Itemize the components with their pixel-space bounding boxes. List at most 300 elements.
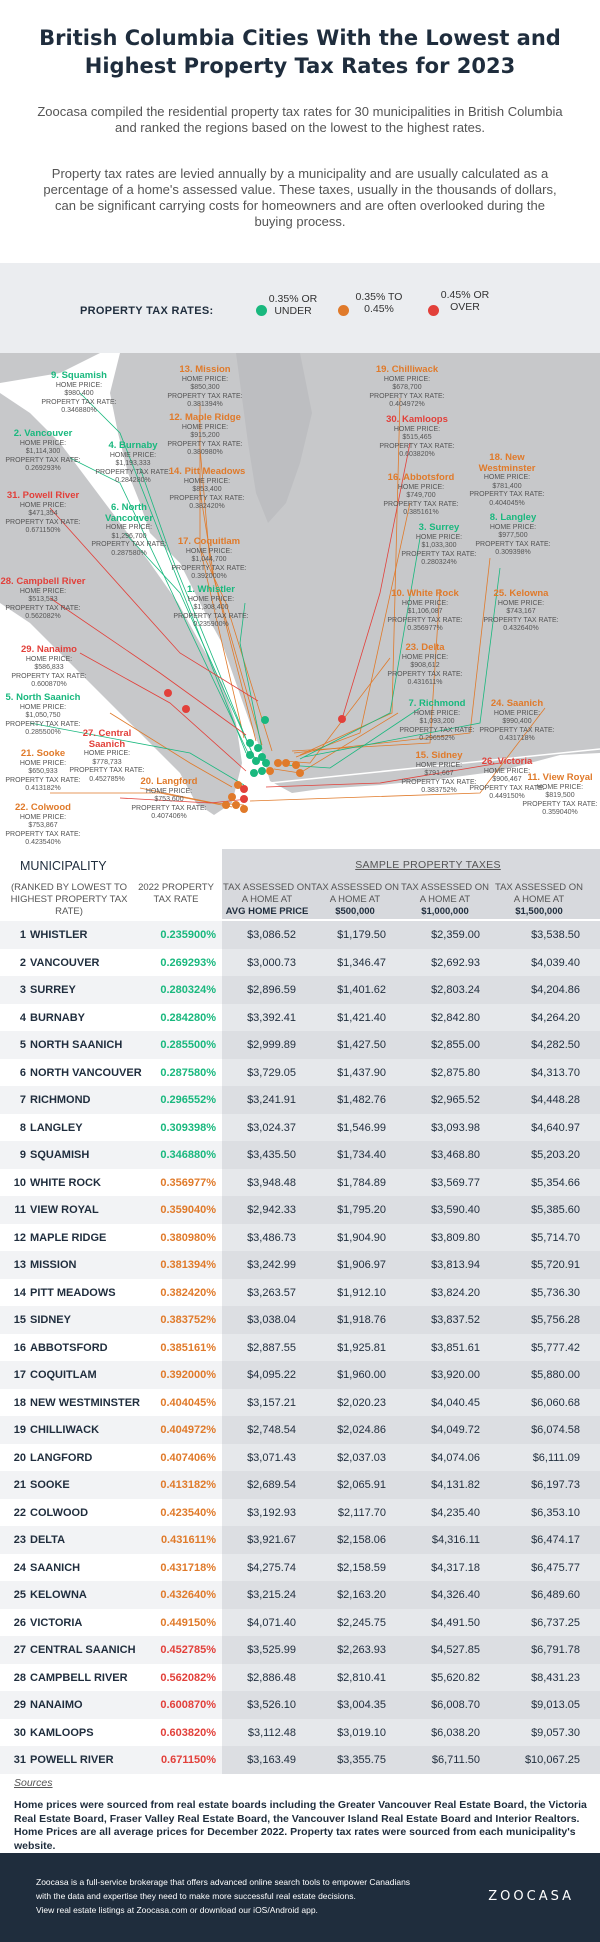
avg-tax-cell: $3,948.48 xyxy=(247,1176,296,1189)
municipality-cell: CAMPBELL RIVER xyxy=(30,1671,128,1684)
rate-cell: 0.287580% xyxy=(160,1066,216,1079)
municipality-cell: VICTORIA xyxy=(30,1616,83,1629)
footer-line-1: Zoocasa is a full-service brokerage that offers advanced online search tools to empower Canadians xyxy=(36,1877,411,1887)
table-row xyxy=(0,1691,600,1719)
tax-1m-cell: $2,359.00 xyxy=(431,929,480,941)
tax-1m-cell: $4,527.85 xyxy=(431,1644,480,1656)
table-row xyxy=(0,1664,600,1692)
municipality-cell: NANAIMO xyxy=(30,1699,83,1711)
map-label-abbotsford: 16. Abbotsford HOME PRICE: $749,700 PROPERTY TAX RATE: 0.385161% xyxy=(383,472,459,516)
rank-cell: 24 xyxy=(13,1561,26,1574)
municipality-cell: PITT MEADOWS xyxy=(30,1286,116,1299)
table-row xyxy=(0,1499,600,1527)
rate-cell: 0.382420% xyxy=(160,1286,216,1299)
tax-1-5m-cell: $4,264.20 xyxy=(531,1011,580,1024)
rate-cell: 0.284280% xyxy=(160,1011,216,1024)
tax-1m-cell: $3,851.61 xyxy=(431,1341,480,1354)
avg-tax-cell: $3,435.50 xyxy=(247,1149,296,1161)
rank-cell: 14 xyxy=(13,1286,26,1299)
table-row xyxy=(0,1416,600,1444)
tax-1m-cell: $2,875.80 xyxy=(431,1066,480,1079)
rank-cell: 31 xyxy=(13,1754,26,1766)
table-row xyxy=(0,1141,600,1169)
rank-cell: 15 xyxy=(13,1314,26,1326)
footer-line-2: with the data and expertise they need to make more successful real estate decisions. xyxy=(36,1891,356,1901)
tax-1-5m-cell: $6,111.09 xyxy=(532,1451,580,1464)
tax-1-5m-cell: $5,714.70 xyxy=(531,1231,580,1244)
map-label-coquitlam: 17. Coquitlam HOME PRICE: $1,044,700 PROPERTY TAX RATE: 0.392000% xyxy=(171,536,247,580)
avg-tax-cell: $3,486.73 xyxy=(247,1231,296,1244)
rank-cell: 7 xyxy=(19,1094,26,1106)
rate-cell: 0.431611% xyxy=(160,1534,216,1546)
avg-tax-cell: $3,263.57 xyxy=(247,1286,296,1299)
zoocasa-logo: ZOOCASA xyxy=(488,1889,574,1904)
map-label-maple-ridge: 12. Maple Ridge HOME PRICE: $915,200 PROPERTY TAX RATE: 0.380980% xyxy=(167,412,243,456)
rank-cell: 2 xyxy=(19,956,26,969)
table-row xyxy=(0,1114,600,1142)
rank-cell: 27 xyxy=(13,1644,26,1656)
tax-1-5m-cell: $4,039.40 xyxy=(531,956,580,969)
map-label-vancouver: 2. Vancouver HOME PRICE: $1,114,300 PROPERTY TAX RATE: 0.269293% xyxy=(5,428,81,472)
tax-1-5m-cell: $5,354.66 xyxy=(531,1176,580,1189)
tax-500k-cell: $2,158.59 xyxy=(337,1561,386,1574)
tax-1-5m-cell: $5,720.91 xyxy=(531,1259,580,1271)
tax-1m-cell: $6,008.70 xyxy=(431,1699,480,1711)
rate-cell: 0.413182% xyxy=(160,1479,216,1491)
municipality-cell: COQUITLAM xyxy=(30,1369,97,1381)
table-row xyxy=(0,1086,600,1114)
tax-1-5m-cell: $4,313.70 xyxy=(531,1066,580,1079)
tax-500k-cell: $1,346.47 xyxy=(337,956,386,969)
tax-1m-cell: $3,093.98 xyxy=(431,1121,480,1134)
tax-1m-cell: $4,040.45 xyxy=(431,1396,480,1409)
rate-cell: 0.235900% xyxy=(160,929,216,941)
table-row xyxy=(0,921,600,949)
rate-cell: 0.309398% xyxy=(160,1121,216,1134)
rank-cell: 4 xyxy=(19,1011,26,1024)
table-row xyxy=(0,1471,600,1499)
rank-cell: 25 xyxy=(13,1589,26,1601)
avg-tax-cell: $2,689.54 xyxy=(247,1479,296,1491)
municipality-cell: RICHMOND xyxy=(30,1094,91,1106)
rank-cell: 10 xyxy=(13,1176,26,1189)
rank-cell: 29 xyxy=(13,1699,26,1711)
tax-500k-cell: $1,427.50 xyxy=(337,1039,386,1051)
avg-tax-cell: $2,999.89 xyxy=(247,1039,296,1051)
avg-tax-cell: $3,242.99 xyxy=(247,1259,296,1271)
map-label-powell-river: 31. Powell River HOME PRICE: $471,354 PROPERTY TAX RATE: 0.671150% xyxy=(5,490,81,534)
avg-tax-cell: $3,000.73 xyxy=(247,956,296,969)
rank-cell: 1 xyxy=(19,929,26,941)
rate-cell: 0.404045% xyxy=(160,1396,216,1409)
tax-1-5m-cell: $5,736.30 xyxy=(531,1286,580,1299)
tax-500k-cell: $3,004.35 xyxy=(337,1699,386,1711)
tax-1-5m-cell: $6,074.58 xyxy=(531,1424,580,1436)
table-row xyxy=(0,976,600,1004)
title-line-1: British Columbia Cities With the Lowest and xyxy=(39,26,561,50)
table-row xyxy=(0,1031,600,1059)
tax-1m-cell: $2,803.24 xyxy=(431,984,480,996)
table-row xyxy=(0,1444,600,1472)
tax-500k-cell: $1,734.40 xyxy=(337,1149,386,1161)
map-label-campbell-river: 28. Campbell River HOME PRICE: $513,533 PROPERTY TAX RATE: 0.562082% xyxy=(0,576,86,620)
tax-500k-cell: $2,163.20 xyxy=(337,1589,386,1601)
rate-cell: 0.269293% xyxy=(160,956,216,969)
map-label-victoria: 26. Victoria HOME PRICE: $906,467 PROPERTY TAX RATE: 0.449150% xyxy=(469,756,545,800)
tax-1-5m-cell: $4,448.28 xyxy=(531,1094,580,1106)
municipality-cell: CENTRAL SAANICH xyxy=(30,1644,136,1656)
municipality-cell: BURNABY xyxy=(30,1011,85,1024)
rate-cell: 0.407406% xyxy=(160,1451,216,1464)
avg-tax-cell: $3,112.48 xyxy=(247,1726,296,1739)
rank-cell: 8 xyxy=(19,1121,26,1134)
rank-cell: 6 xyxy=(19,1066,26,1079)
tax-500k-cell: $1,546.99 xyxy=(337,1121,386,1134)
tax-1m-cell: $6,038.20 xyxy=(431,1726,480,1739)
municipality-cell: KAMLOOPS xyxy=(30,1726,94,1739)
rate-cell: 0.280324% xyxy=(160,984,216,996)
rate-cell: 0.404972% xyxy=(160,1424,216,1436)
rate-cell: 0.346880% xyxy=(160,1149,216,1161)
footer xyxy=(0,1853,600,1942)
tax-1m-cell: $5,620.82 xyxy=(431,1671,480,1684)
tax-500k-cell: $2,117.70 xyxy=(337,1506,386,1519)
tax-500k-cell: $2,020.23 xyxy=(337,1396,386,1409)
map-label-sidney: 15. Sidney HOME PRICE: $791,667 PROPERTY TAX RATE: 0.383752% xyxy=(401,750,477,794)
tax-1m-cell: $3,920.00 xyxy=(431,1369,480,1381)
rate-cell: 0.359040% xyxy=(160,1204,216,1216)
tax-500k-cell: $1,960.00 xyxy=(337,1369,386,1381)
rate-cell: 0.285500% xyxy=(160,1039,216,1051)
tax-500k-cell: $1,918.76 xyxy=(337,1314,386,1326)
tax-1m-cell: $4,491.50 xyxy=(431,1616,480,1629)
intro-paragraph-1: Zoocasa compiled the residential property tax rates for 30 municipalities in British Columbia and ranked the regions based on the lowest to the highest rates. xyxy=(37,104,563,135)
title-line-2: Highest Property Tax Rates for 2023 xyxy=(84,54,516,78)
rank-header: (RANKED BY LOWEST TO HIGHEST PROPERTY TAX RATE) xyxy=(10,882,128,917)
table-row xyxy=(0,1389,600,1417)
tax-1-5m-cell: $6,197.73 xyxy=(531,1479,580,1491)
tax-500k-cell: $1,437.90 xyxy=(337,1066,386,1079)
map-label-chilliwack: 19. Chilliwack HOME PRICE: $678,700 PROPERTY TAX RATE: 0.404972% xyxy=(369,364,445,408)
map-label-mission: 13. Mission HOME PRICE: $850,300 PROPERTY TAX RATE: 0.381394% xyxy=(167,364,243,408)
map-label-pitt-meadows: 14. Pitt Meadows HOME PRICE: $853,400 PROPERTY TAX RATE: 0.382420% xyxy=(168,466,246,510)
rate-cell: 0.431718% xyxy=(160,1561,216,1574)
table-row xyxy=(0,949,600,977)
avg-tax-cell: $4,071.40 xyxy=(247,1616,296,1629)
tax-1-5m-cell: $5,777.42 xyxy=(531,1341,580,1354)
tax-500k-cell: $3,019.10 xyxy=(337,1726,386,1739)
rate-cell: 0.385161% xyxy=(160,1341,216,1354)
rate-cell: 0.452785% xyxy=(160,1644,216,1656)
municipality-cell: SAANICH xyxy=(30,1561,81,1574)
municipality-cell: LANGLEY xyxy=(30,1121,83,1134)
footer-line-3: View real estate listings at Zoocasa.com or download our iOS/Android app. xyxy=(36,1905,318,1915)
tax-1-5m-cell: $6,737.25 xyxy=(531,1616,580,1629)
tax-1m-cell: $4,049.72 xyxy=(431,1424,480,1436)
tax-1m-cell: $4,235.40 xyxy=(431,1506,480,1519)
municipality-cell: WHISTLER xyxy=(30,929,88,941)
avg-tax-cell: $2,886.48 xyxy=(247,1671,296,1684)
table-row xyxy=(0,1059,600,1087)
municipality-cell: POWELL RIVER xyxy=(30,1754,114,1766)
legend xyxy=(0,263,600,353)
rank-cell: 21 xyxy=(13,1479,26,1491)
tax-1m-cell: $2,842.80 xyxy=(431,1011,480,1024)
tax-1-5m-cell: $6,353.10 xyxy=(531,1506,580,1519)
avg-tax-cell: $3,392.41 xyxy=(247,1011,296,1024)
table-body xyxy=(0,921,600,1774)
avg-tax-cell: $3,729.05 xyxy=(247,1066,296,1079)
tax-1m-cell: $2,965.52 xyxy=(431,1094,480,1106)
map-label-new-westminster: 18. New Westminster HOME PRICE: $781,400 PROPERTY TAX RATE: 0.404045% xyxy=(469,452,545,507)
rank-cell: 18 xyxy=(13,1396,26,1409)
red-dot-icon xyxy=(428,305,439,316)
rank-cell: 11 xyxy=(14,1204,26,1216)
tax-1-5m-cell: $3,538.50 xyxy=(531,929,580,941)
tax-500k-cell: $1,179.50 xyxy=(337,929,386,941)
map-label-central-saanich: 27. Central Saanich HOME PRICE: $778,733 PROPERTY TAX RATE: 0.452785% xyxy=(69,728,145,783)
legend-orange-text: 0.35% TO 0.45% xyxy=(355,291,403,315)
col-header-avg: TAX ASSESSED ON A HOME AT AVG HOME PRICE xyxy=(223,882,311,917)
sources-note: Home prices were sourced from real estate boards including the Greater Vancouver Real Estate Board, the Victoria Real Estate Board, Fraser Valley Real Estate Board, the Vancouver Island Real Estate Board and Interior Realtors. Home Prices are all average prices for December 2022. Property tax rates were sourced from each municipality's website. xyxy=(14,1799,587,1852)
map-label-squamish: 9. Squamish HOME PRICE: $980,400 PROPERTY TAX RATE: 0.346880% xyxy=(41,370,117,414)
map-label-kelowna: 25. Kelowna HOME PRICE: $743,167 PROPERTY TAX RATE: 0.432640% xyxy=(483,588,559,632)
rank-cell: 17 xyxy=(13,1369,26,1381)
municipality-cell: WHITE ROCK xyxy=(30,1176,101,1189)
map-label-nanaimo: 29. Nanaimo HOME PRICE: $586,833 PROPERTY TAX RATE: 0.600870% xyxy=(11,644,87,688)
map-label-north-vancouver: 6. North Vancouver HOME PRICE: $1,296,700 PROPERTY TAX RATE: 0.287580% xyxy=(91,502,167,557)
tax-1m-cell: $3,590.40 xyxy=(431,1204,480,1216)
map-label-sooke: 21. Sooke HOME PRICE: $650,933 PROPERTY TAX RATE: 0.413182% xyxy=(5,748,81,792)
tax-1m-cell: $3,569.77 xyxy=(431,1176,480,1189)
tax-500k-cell: $2,024.86 xyxy=(337,1424,386,1436)
avg-tax-cell: $3,038.04 xyxy=(247,1314,296,1326)
avg-tax-cell: $2,748.54 xyxy=(247,1424,296,1436)
tax-1-5m-cell: $6,791.78 xyxy=(531,1644,580,1656)
avg-tax-cell: $3,192.93 xyxy=(247,1506,296,1519)
tax-1-5m-cell: $4,204.86 xyxy=(531,984,580,996)
tax-1-5m-cell: $10,067.25 xyxy=(524,1754,580,1766)
municipality-cell: VANCOUVER xyxy=(30,956,100,969)
table-row xyxy=(0,1279,600,1307)
tax-1-5m-cell: $6,475.77 xyxy=(531,1561,580,1574)
tax-1-5m-cell: $6,489.60 xyxy=(531,1589,580,1601)
rank-cell: 13 xyxy=(13,1259,26,1271)
avg-tax-cell: $3,526.10 xyxy=(247,1699,296,1711)
rank-cell: 5 xyxy=(19,1039,26,1051)
tax-1-5m-cell: $9,057.30 xyxy=(531,1726,580,1739)
avg-tax-cell: $3,163.49 xyxy=(247,1754,296,1766)
table-row xyxy=(0,1306,600,1334)
tax-500k-cell: $3,355.75 xyxy=(337,1754,386,1766)
tax-500k-cell: $2,065.91 xyxy=(337,1479,386,1491)
municipality-cell: SIDNEY xyxy=(30,1314,71,1326)
map-label-langford: 20. Langford HOME PRICE: $753,600 PROPERTY TAX RATE: 0.407406% xyxy=(131,776,207,820)
table-row xyxy=(0,1526,600,1554)
legend-red-text: 0.45% OR OVER xyxy=(440,289,490,313)
rank-cell: 16 xyxy=(13,1341,26,1354)
table-row xyxy=(0,1719,600,1747)
page-title xyxy=(20,24,580,80)
tax-1m-cell: $6,711.50 xyxy=(431,1754,480,1766)
tax-1-5m-cell: $5,385.60 xyxy=(531,1204,580,1216)
rank-cell: 20 xyxy=(13,1451,26,1464)
municipality-cell: MISSION xyxy=(30,1259,77,1271)
tax-500k-cell: $2,263.93 xyxy=(337,1644,386,1656)
tax-500k-cell: $1,421.40 xyxy=(337,1011,386,1024)
rate-cell: 0.356977% xyxy=(160,1176,216,1189)
table-row xyxy=(0,1224,600,1252)
table-row xyxy=(0,1361,600,1389)
green-dot-icon xyxy=(256,305,267,316)
tax-1m-cell: $3,813.94 xyxy=(431,1259,480,1271)
avg-tax-cell: $2,942.33 xyxy=(247,1204,296,1216)
tax-1m-cell: $3,809.80 xyxy=(431,1231,480,1244)
avg-tax-cell: $3,241.91 xyxy=(247,1094,296,1106)
municipality-header: MUNICIPALITY xyxy=(20,859,107,873)
tax-500k-cell: $1,784.89 xyxy=(337,1176,386,1189)
tax-1-5m-cell: $8,431.23 xyxy=(531,1671,580,1684)
tax-500k-cell: $1,482.76 xyxy=(337,1094,386,1106)
map-label-surrey: 3. Surrey HOME PRICE: $1,033,300 PROPERTY TAX RATE: 0.280324% xyxy=(401,522,477,566)
rank-cell: 12 xyxy=(13,1231,26,1244)
avg-tax-cell: $3,157.21 xyxy=(247,1396,296,1409)
rate-cell: 0.432640% xyxy=(160,1589,216,1601)
map-label-north-saanich: 5. North Saanich HOME PRICE: $1,050,750 PROPERTY TAX RATE: 0.285500% xyxy=(5,692,81,736)
table-row xyxy=(0,1609,600,1637)
sources-heading: Sources xyxy=(14,1777,53,1789)
tax-500k-cell: $2,037.03 xyxy=(337,1451,386,1464)
tax-1-5m-cell: $6,060.68 xyxy=(531,1396,580,1409)
legend-green-text: 0.35% OR UNDER xyxy=(268,293,318,317)
rank-cell: 3 xyxy=(19,984,26,996)
municipality-cell: MAPLE RIDGE xyxy=(30,1231,107,1244)
intro-paragraph-2: Property tax rates are levied annually by a municipality and are usually calculated as a percentage of a home's assessed value. These taxes, usually in the thousands of dollars, can be significant carrying costs for homeowners and are often overlooked during the buying process. xyxy=(43,166,557,229)
avg-tax-cell: $4,275.74 xyxy=(247,1561,296,1574)
rate-cell: 0.562082% xyxy=(160,1671,216,1684)
map-label-langley: 8. Langley HOME PRICE: $977,500 PROPERTY TAX RATE: 0.309398% xyxy=(475,512,551,556)
tax-1m-cell: $3,824.20 xyxy=(431,1286,480,1299)
rate-cell: 0.603820% xyxy=(160,1726,216,1739)
table-row xyxy=(0,1169,600,1197)
table-header xyxy=(0,849,600,919)
municipality-cell: KELOWNA xyxy=(30,1589,87,1601)
tax-1m-cell: $3,837.52 xyxy=(431,1314,480,1326)
avg-tax-cell: $3,525.99 xyxy=(247,1644,296,1656)
rate-cell: 0.671150% xyxy=(160,1754,216,1766)
tax-500k-cell: $2,810.41 xyxy=(337,1671,386,1684)
municipality-cell: DELTA xyxy=(30,1534,66,1546)
map-label-delta: 23. Delta HOME PRICE: $908,612 PROPERTY TAX RATE: 0.431611% xyxy=(387,642,463,686)
rank-cell: 19 xyxy=(13,1424,26,1436)
rank-cell: 9 xyxy=(19,1149,26,1161)
tax-1m-cell: $4,326.40 xyxy=(431,1589,480,1601)
rank-cell: 30 xyxy=(13,1726,26,1739)
tax-500k-cell: $1,925.81 xyxy=(337,1341,386,1354)
municipality-cell: NORTH VANCOUVER xyxy=(30,1066,142,1079)
tax-1-5m-cell: $5,880.00 xyxy=(531,1369,580,1381)
municipality-cell: COLWOOD xyxy=(30,1506,89,1519)
table-row xyxy=(0,1636,600,1664)
rate-cell: 0.380980% xyxy=(160,1231,216,1244)
tax-500k-cell: $1,912.10 xyxy=(337,1286,386,1299)
avg-tax-cell: $3,215.24 xyxy=(247,1589,296,1601)
table-row xyxy=(0,1251,600,1279)
col-header-1m: TAX ASSESSED ON A HOME AT $1,000,000 xyxy=(401,882,489,917)
avg-tax-cell: $2,896.59 xyxy=(247,984,296,996)
tax-1m-cell: $4,316.11 xyxy=(431,1534,480,1546)
table-row xyxy=(0,1196,600,1224)
map xyxy=(0,353,600,849)
municipality-cell: NEW WESTMINSTER xyxy=(30,1396,140,1409)
tax-1-5m-cell: $4,282.50 xyxy=(531,1039,580,1051)
rate-cell: 0.296552% xyxy=(160,1094,216,1106)
avg-tax-cell: $3,086.52 xyxy=(247,929,296,941)
sample-header: SAMPLE PROPERTY TAXES xyxy=(355,859,501,871)
avg-tax-cell: $3,071.43 xyxy=(247,1451,296,1464)
municipality-cell: SQUAMISH xyxy=(30,1149,90,1161)
legend-label: PROPERTY TAX RATES: xyxy=(80,305,214,317)
tax-500k-cell: $1,906.97 xyxy=(337,1259,386,1271)
rank-cell: 22 xyxy=(13,1506,26,1519)
map-label-kamloops: 30. Kamloops HOME PRICE: $515,465 PROPERTY TAX RATE: 0.603820% xyxy=(379,414,455,458)
rate-cell: 0.381394% xyxy=(160,1259,216,1271)
tax-1m-cell: $3,468.80 xyxy=(431,1149,480,1161)
tax-1m-cell: $4,131.82 xyxy=(431,1479,480,1491)
footer-text xyxy=(36,1875,476,1917)
municipality-cell: VIEW ROYAL xyxy=(30,1204,99,1216)
rate-header: 2022 PROPERTY TAX RATE xyxy=(138,882,214,905)
tax-1m-cell: $4,074.06 xyxy=(431,1451,480,1464)
tax-1-5m-cell: $5,203.20 xyxy=(531,1149,580,1161)
rate-cell: 0.383752% xyxy=(160,1314,216,1326)
rate-cell: 0.423540% xyxy=(160,1506,216,1519)
tax-500k-cell: $2,158.06 xyxy=(337,1534,386,1546)
map-label-white-rock: 10. White Rock HOME PRICE: $1,106,087 PROPERTY TAX RATE: 0.356977% xyxy=(387,588,463,632)
municipality-cell: CHILLIWACK xyxy=(30,1424,100,1436)
avg-tax-cell: $2,887.55 xyxy=(247,1341,296,1354)
table-row xyxy=(0,1004,600,1032)
municipality-cell: SURREY xyxy=(30,984,76,996)
tax-1m-cell: $2,855.00 xyxy=(431,1039,480,1051)
map-label-burnaby: 4. Burnaby HOME PRICE: $1,193,333 PROPERTY TAX RATE: 0.284280% xyxy=(95,440,171,484)
table-row xyxy=(0,1746,600,1774)
rank-cell: 23 xyxy=(13,1534,26,1546)
tax-1m-cell: $4,317.18 xyxy=(431,1561,480,1574)
map-label-saanich: 24. Saanich HOME PRICE: $990,400 PROPERTY TAX RATE: 0.431718% xyxy=(479,698,555,742)
rate-cell: 0.449150% xyxy=(160,1616,216,1629)
tax-500k-cell: $2,245.75 xyxy=(337,1616,386,1629)
tax-500k-cell: $1,401.62 xyxy=(337,984,386,996)
municipality-cell: ABBOTSFORD xyxy=(30,1341,108,1354)
map-label-whistler: 1. Whistler HOME PRICE: $1,308,400 PROPERTY TAX RATE: 0.235900% xyxy=(173,584,249,628)
municipality-cell: SOOKE xyxy=(30,1479,70,1491)
rate-cell: 0.600870% xyxy=(160,1699,216,1711)
col-header-500k: TAX ASSESSED ON A HOME AT $500,000 xyxy=(311,882,399,917)
avg-tax-cell: $4,095.22 xyxy=(247,1369,296,1381)
tax-1-5m-cell: $5,756.28 xyxy=(531,1314,580,1326)
tax-500k-cell: $1,795.20 xyxy=(337,1204,386,1216)
rank-cell: 26 xyxy=(13,1616,26,1629)
municipality-cell: LANGFORD xyxy=(30,1451,93,1464)
avg-tax-cell: $3,024.37 xyxy=(247,1121,296,1134)
table-row xyxy=(0,1334,600,1362)
tax-1m-cell: $2,692.93 xyxy=(431,956,480,969)
orange-dot-icon xyxy=(338,305,349,316)
municipality-cell: NORTH SAANICH xyxy=(30,1039,123,1051)
table-row xyxy=(0,1554,600,1582)
table-row xyxy=(0,1581,600,1609)
